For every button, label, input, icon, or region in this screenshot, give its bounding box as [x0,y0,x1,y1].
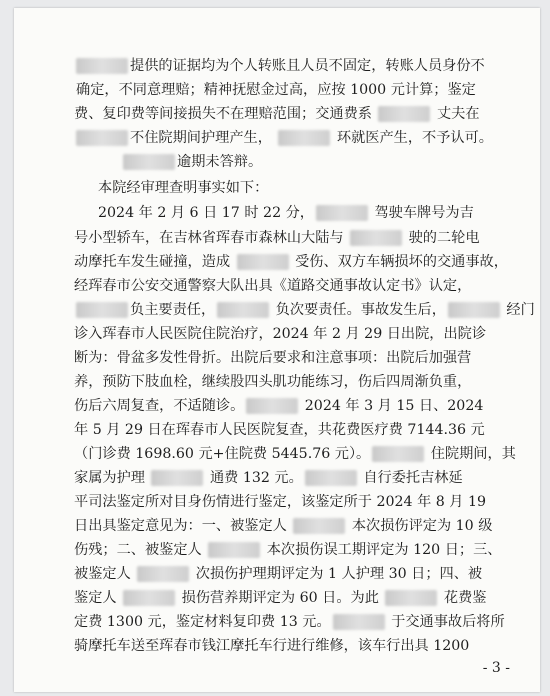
text-line: 费、复印费等间接损失不在理赔范围；交通费系 丈夫在 [74,106,480,122]
redaction-block [76,130,128,146]
redaction-block [137,566,189,582]
redaction-block [333,614,385,630]
redaction-block [151,470,203,486]
redaction-block [316,205,368,221]
redaction-block [76,302,128,318]
redaction-block [293,518,345,534]
text-line: 家属为护理 通费 132 元。 自行委托吉林延 [74,470,463,486]
text-line: 骑摩托车送至珲春市钱江摩托车行进行维修，该车行出具 1200 [74,638,470,654]
redaction-block [385,590,437,606]
redaction-block [246,398,298,414]
text-line: 确定，不同意理赔；精神抚慰金过高，应按 1000 元计算；鉴定 [76,82,476,98]
text-line: 平司法鉴定所对目身伤情进行鉴定，该鉴定所于 2024 年 8 月 19 [74,494,487,510]
text-line: 2024 年 2 月 6 日 17 时 22 分， 驾驶车牌号为吉 [98,205,474,221]
redaction-block [372,446,424,462]
redaction-block [448,302,500,318]
redaction-block [123,154,175,170]
redaction-block [76,58,128,74]
text-line: 不住院期间护理产生， 环就医产生，不予认可。 [14,126,540,150]
text-line: 动摩托车发生碰撞，造成 受伤、双方车辆损坏的交通事故， [74,254,508,270]
text-line: 伤残；二、被鉴定人 本次损伤误工期评定为 120 日；三、 [74,542,502,558]
text-line: 本院经审理查明事实如下： [98,180,269,196]
text-line: 年 5 月 29 日在珲春市人民医院复查，共花费医疗费 7144.36 元 [74,422,485,438]
text-line: 诊入珲春市人民医院住院治疗，2024 年 2 月 29 日出院，出院诊 [74,326,487,342]
text-line: 提供的证据均为个人转账且人员不固定，转账人员身份不 [14,54,540,78]
redaction-block [123,590,175,606]
document-page [14,8,540,692]
text-line: 逾期未答辩。 [14,150,540,174]
text-line: 定费 1300 元，鉴定材料复印费 13 元。 于交通事故后将所 [74,614,505,630]
text-line: 负主要责任， 负次要责任。事故发生后， 经门 [14,298,540,322]
page-number: - 3 - [482,660,510,676]
text-line: 号小型轿车，在吉林省珲春市森林山大陆与 驶的二轮电 [74,230,480,246]
text-line: 伤后六周复查，不适随诊。 2024 年 3 月 15 日、2024 [74,398,484,414]
redaction-block [208,542,260,558]
redaction-block [217,302,269,318]
redaction-block [237,254,289,270]
text-line: 断为：骨盆多发性骨折。出院后要求和注意事项：出院后加强营 [74,350,472,366]
redaction-block [378,106,430,122]
text-line: 养，预防下肢血栓，继续股四头肌功能练习，伤后四周渐负重， [74,374,472,390]
redaction-block [305,470,357,486]
redaction-block [350,230,402,246]
text-line: 鉴定人 损伤营养期评定为 60 日。为此 花费鉴 [74,590,487,606]
text-line: 被鉴定人 次损伤护理期评定为 1 人护理 30 日；四、被 [74,566,483,582]
text-line: （门诊费 1698.60 元+住院费 5445.76 元）。 住院期间，其 [74,446,516,462]
redaction-block [278,130,330,146]
text-line: 经珲春市公安交通警察大队出具《道路交通事故认定书》认定， [74,278,472,294]
text-line: 日出具鉴定意见为：一、被鉴定人 本次损伤评定为 10 级 [74,518,493,534]
